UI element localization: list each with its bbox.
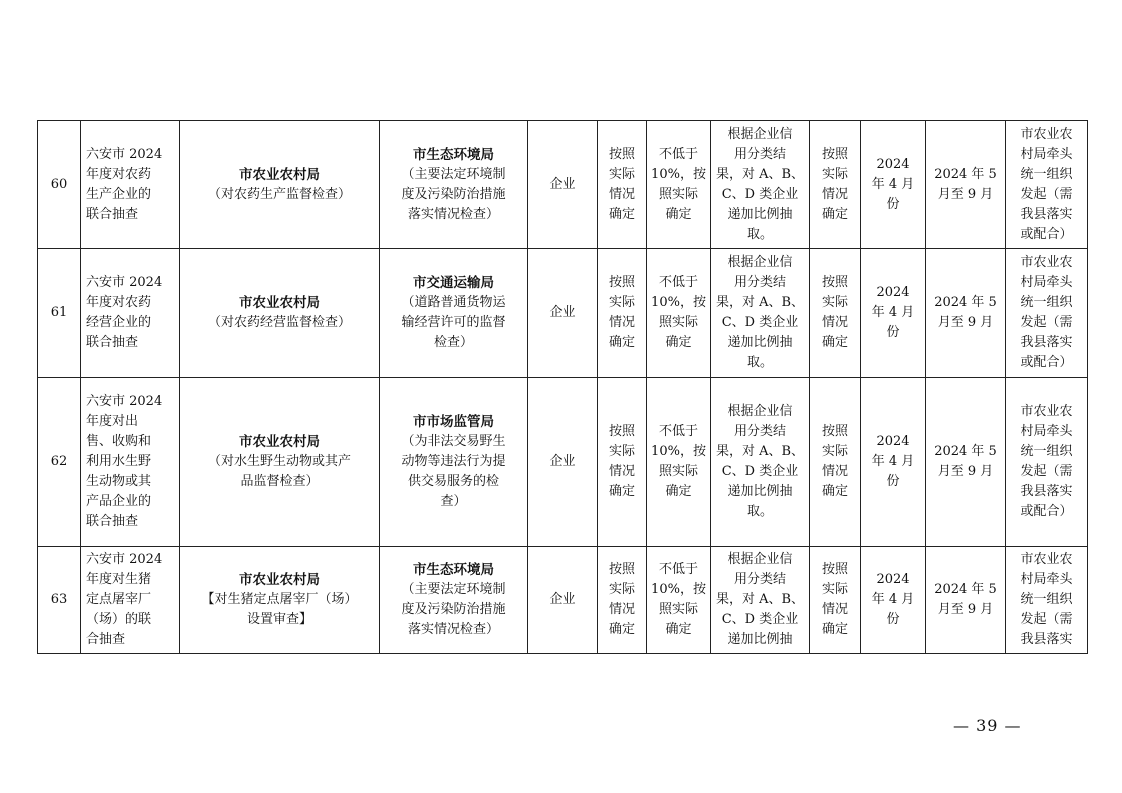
row-number: 62 [50,454,68,469]
inspection-ratio: 不低于 10%，按 照实际 确定 [651,562,706,637]
cooperating-department: 市交通运输局 [413,275,494,291]
remark-cell [1006,121,1088,249]
start-time-cell [861,547,926,654]
inspection-method: 根据企业信 用分类结 果，对 A、B、 C、D 类企业 递加比例抽 取。 [715,126,805,242]
cooperating-department: 市生态环境局 [413,146,494,163]
inspection-count: 按照 实际 情况 确定 [821,562,848,637]
remark: 市农业农 村局牵头 统一组织 发起（需 我县落实 或配合） [1020,255,1073,370]
inspection-scope: 按照 实际 情况 确定 [608,424,635,499]
task-name-cell [81,249,180,378]
inspection-object-cell [528,378,598,547]
inspection-scope: 按照 实际 情况 确定 [608,275,635,350]
inspection-ratio: 不低于 10%，按 照实际 确定 [651,146,706,222]
lead-inspection-item: 【对生猪定点屠宰厂（场） 设置审查】 [201,592,358,627]
task-name-cell [81,378,180,547]
inspection-period: 2024 年 5 月至 9 月 [934,166,997,202]
inspection-method-cell [711,121,810,249]
inspection-method: 根据企业信 用分类结 果，对 A、B、 C、D 类企业 递加比例抽 取。 [715,255,805,370]
inspection-scope: 按照 实际 情况 确定 [608,146,635,222]
inspection-count-cell [810,121,861,249]
inspection-method: 根据企业信 用分类结 果，对 A、B、 C、D 类企业 递加比例抽 [715,552,805,647]
lead-department-cell [180,378,380,547]
task-name: 六安市 2024 年度对出 售、收购和 利用水生野 生动物或其 产品企业的 联合抽查 [86,394,163,529]
period-cell [926,249,1006,378]
lead-department-cell [180,249,380,378]
lead-department-cell [180,547,380,654]
inspection-object: 企业 [549,592,576,607]
task-name: 六安市 2024 年度对农药 生产企业的 联合抽查 [86,146,163,222]
task-name-cell [81,547,180,654]
inspection-ratio: 不低于 10%，按 照实际 确定 [651,424,706,499]
cooperating-department: 市市场监管局 [413,414,494,430]
start-time: 2024 年 4 月 份 [871,156,915,212]
inspection-ratio-cell [647,378,711,547]
inspection-object: 企业 [549,454,576,469]
task-name: 六安市 2024 年度对生猪 定点屠宰厂 （场）的联 合抽查 [86,552,163,647]
cooperating-department-cell [380,378,528,547]
start-time-cell [861,249,926,378]
cooperating-inspection-item: （主要法定环境制 度及污染防治措施 落实情况检查） [401,166,506,222]
lead-department-cell [180,121,380,249]
inspection-count-cell [810,547,861,654]
period-cell [926,121,1006,249]
inspection-object-cell [528,547,598,654]
remark: 市农业农 村局牵头 统一组织 发起（需 我县落实 [1020,552,1073,647]
lead-department: 市农业农村局 [239,434,320,450]
task-name-cell [81,121,180,249]
inspection-method-cell [711,249,810,378]
lead-inspection-item: （对农药经营监督检查） [207,315,351,330]
inspection-count: 按照 实际 情况 确定 [821,424,848,499]
row-number: 63 [50,592,68,607]
inspection-method-cell [711,378,810,547]
inspection-count-cell [810,249,861,378]
inspection-scope-cell [598,121,647,249]
inspection-object: 企业 [549,305,576,320]
table-row [38,249,1088,378]
start-time: 2024 年 4 月 份 [871,285,915,340]
cooperating-inspection-item: （道路普通货物运 输经营许可的监督 检查） [401,295,506,350]
inspection-period: 2024 年 5 月至 9 月 [934,582,997,617]
inspection-method-cell [711,547,810,654]
inspection-period: 2024 年 5 月至 9 月 [934,295,997,330]
inspection-method: 根据企业信 用分类结 果，对 A、B、 C、D 类企业 递加比例抽 取。 [715,404,805,519]
remark: 市农业农 村局牵头 统一组织 发起（需 我县落实 或配合） [1020,404,1073,519]
row-number: 61 [50,305,68,320]
row-number: 60 [50,176,68,192]
inspection-count: 按照 实际 情况 确定 [821,146,848,222]
row-number-cell [38,121,81,249]
remark-cell [1006,378,1088,547]
inspection-scope-cell [598,547,647,654]
inspection-ratio-cell [647,121,711,249]
lead-department: 市农业农村局 [239,295,320,311]
inspection-count: 按照 实际 情况 确定 [821,275,848,350]
row-number-cell [38,249,81,378]
lead-inspection-item: （对水生野生动物或其产 品监督检查） [207,454,351,489]
inspection-ratio-cell [647,249,711,378]
lead-department: 市农业农村局 [239,166,320,183]
table-row [38,121,1088,249]
cooperating-department: 市生态环境局 [413,562,494,578]
cooperating-inspection-item: （为非法交易野生 动物等违法行为提 供交易服务的检 查） [401,434,506,509]
inspection-scope: 按照 实际 情况 确定 [608,562,635,637]
inspection-ratio-cell [647,547,711,654]
cooperating-department-cell [380,547,528,654]
start-time-cell [861,378,926,547]
cooperating-department-cell [380,121,528,249]
period-cell [926,378,1006,547]
start-time: 2024 年 4 月 份 [871,572,915,627]
inspection-object-cell [528,249,598,378]
inspection-object: 企业 [549,176,576,192]
cooperating-department-cell [380,249,528,378]
period-cell [926,547,1006,654]
row-number-cell [38,547,81,654]
start-time-cell [861,121,926,249]
inspection-object-cell [528,121,598,249]
table-row [38,547,1088,654]
start-time: 2024 年 4 月 份 [871,434,915,489]
remark-cell [1006,249,1088,378]
inspection-ratio: 不低于 10%，按 照实际 确定 [651,275,706,350]
inspection-period: 2024 年 5 月至 9 月 [934,444,997,479]
cooperating-inspection-item: （主要法定环境制 度及污染防治措施 落实情况检查） [401,582,506,637]
lead-department: 市农业农村局 [239,572,320,588]
inspection-table [37,120,1088,654]
lead-inspection-item: （对农药生产监督检查） [207,186,351,202]
remark-cell [1006,547,1088,654]
inspection-scope-cell [598,378,647,547]
row-number-cell [38,378,81,547]
page-number: — 39 — [953,716,1022,735]
inspection-count-cell [810,378,861,547]
table-row [38,378,1088,547]
task-name: 六安市 2024 年度对农药 经营企业的 联合抽查 [86,275,163,350]
inspection-scope-cell [598,249,647,378]
remark: 市农业农 村局牵头 统一组织 发起（需 我县落实 或配合） [1020,126,1073,242]
